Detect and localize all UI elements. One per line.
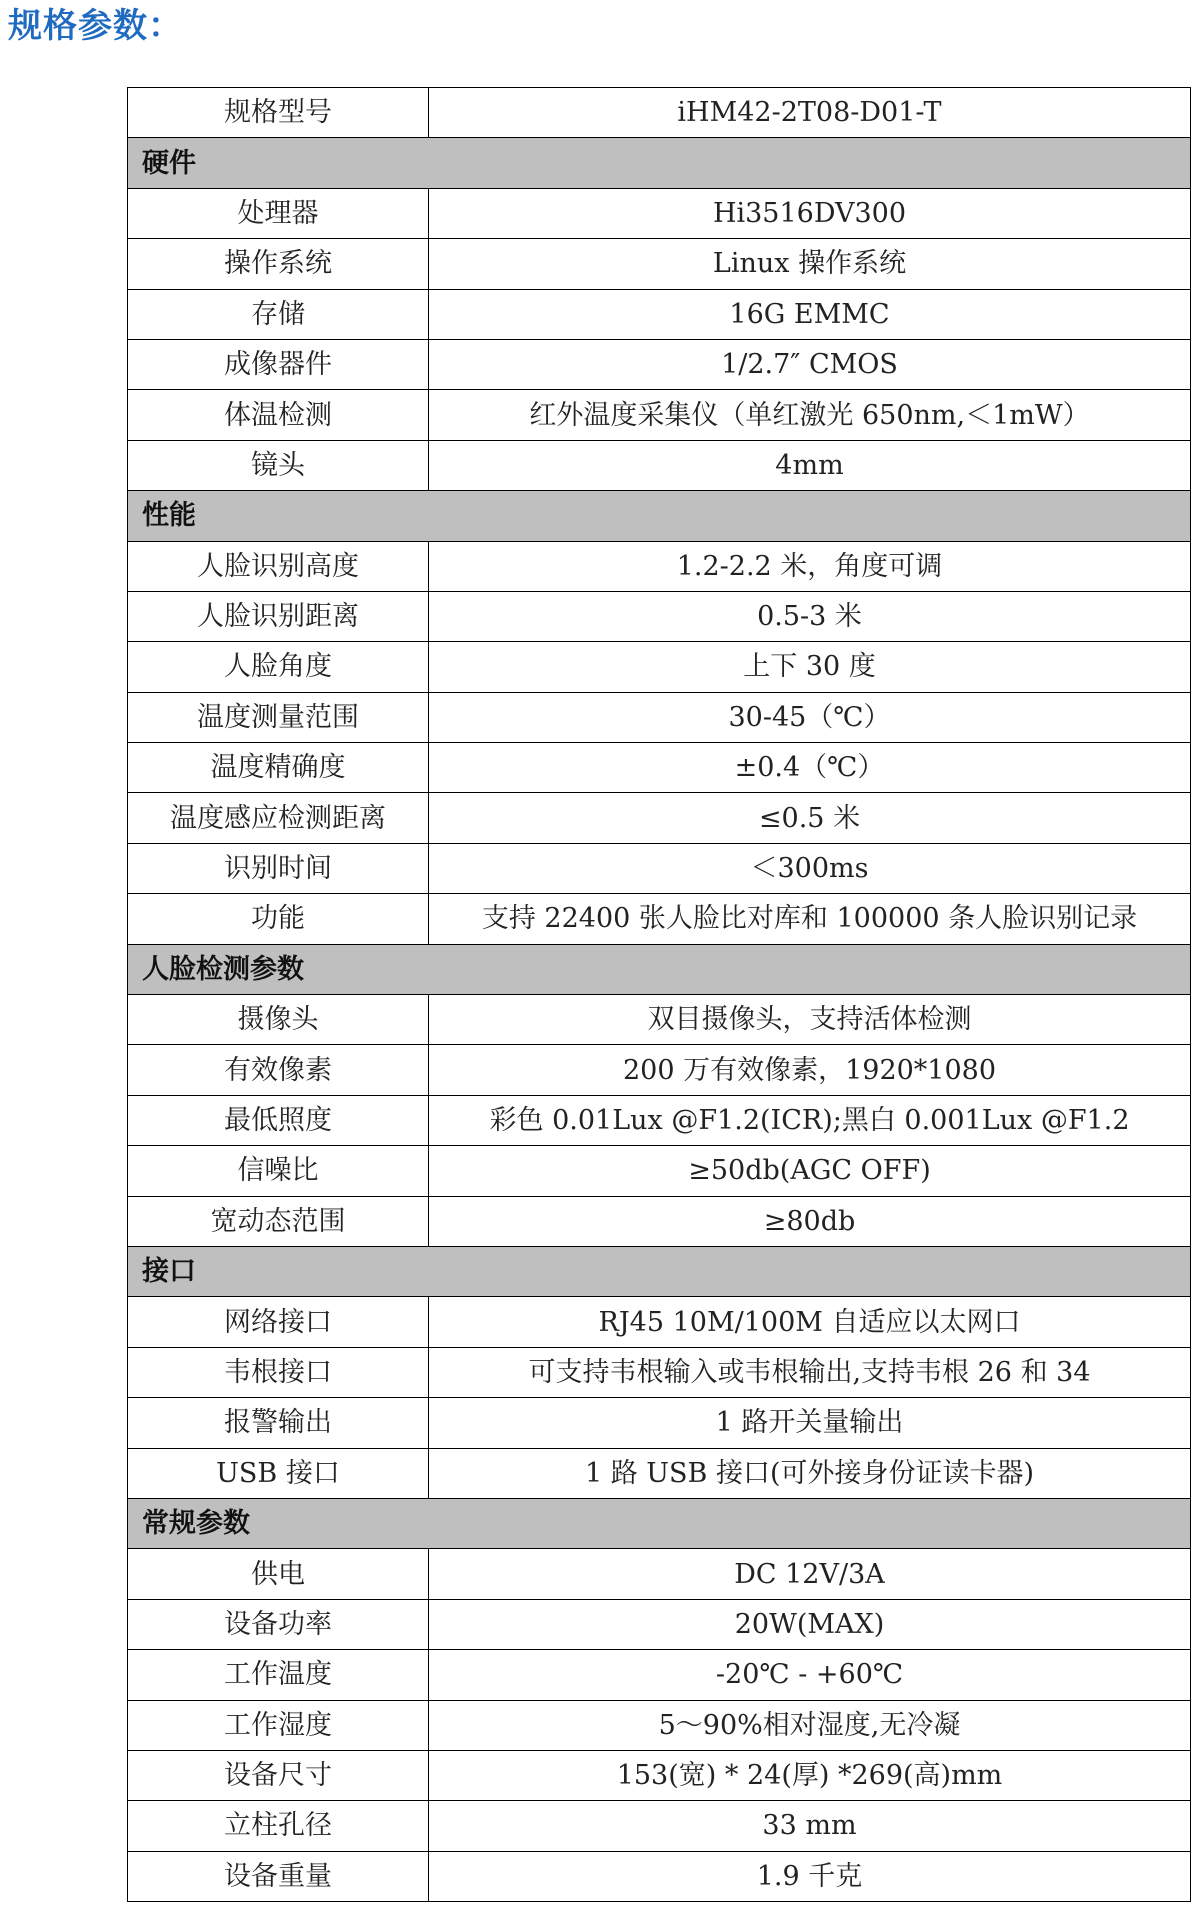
section-title: 硬件 bbox=[128, 138, 1191, 188]
spec-value: 200 万有效像素，1920*1080 bbox=[429, 1045, 1191, 1095]
spec-key: 最低照度 bbox=[128, 1095, 429, 1145]
spec-key: 人脸识别高度 bbox=[128, 541, 429, 591]
spec-row bbox=[128, 894, 1191, 944]
spec-row bbox=[128, 995, 1191, 1045]
spec-key: 操作系统 bbox=[128, 239, 429, 289]
spec-value: Hi3516DV300 bbox=[429, 188, 1191, 238]
model-value: iHM42-2T08-D01-T bbox=[429, 88, 1191, 138]
spec-key: 温度精确度 bbox=[128, 743, 429, 793]
spec-row bbox=[128, 743, 1191, 793]
spec-row bbox=[128, 339, 1191, 389]
spec-key: 网络接口 bbox=[128, 1297, 429, 1347]
spec-key: USB 接口 bbox=[128, 1448, 429, 1498]
spec-row bbox=[128, 843, 1191, 893]
spec-key: 人脸识别距离 bbox=[128, 591, 429, 641]
spec-row bbox=[128, 1347, 1191, 1397]
spec-key: 设备重量 bbox=[128, 1851, 429, 1901]
section-title: 性能 bbox=[128, 491, 1191, 541]
section-header-row bbox=[128, 491, 1191, 541]
spec-value: 可支持韦根输入或韦根输出,支持韦根 26 和 34 bbox=[429, 1347, 1191, 1397]
spec-value: RJ45 10M/100M 自适应以太网口 bbox=[429, 1297, 1191, 1347]
spec-row bbox=[128, 642, 1191, 692]
spec-key: 成像器件 bbox=[128, 339, 429, 389]
spec-value: 20W(MAX) bbox=[429, 1599, 1191, 1649]
spec-row bbox=[128, 1297, 1191, 1347]
section-title: 接口 bbox=[128, 1246, 1191, 1296]
spec-value: ≥80db bbox=[429, 1196, 1191, 1246]
spec-row bbox=[128, 289, 1191, 339]
spec-row bbox=[128, 793, 1191, 843]
spec-row bbox=[128, 541, 1191, 591]
spec-row bbox=[128, 1700, 1191, 1750]
spec-row bbox=[128, 692, 1191, 742]
section-header-row bbox=[128, 1498, 1191, 1548]
spec-row bbox=[128, 1045, 1191, 1095]
section-header-row bbox=[128, 138, 1191, 188]
spec-key: 摄像头 bbox=[128, 995, 429, 1045]
spec-key: 立柱孔径 bbox=[128, 1801, 429, 1851]
spec-key: 韦根接口 bbox=[128, 1347, 429, 1397]
spec-row bbox=[128, 1095, 1191, 1145]
spec-key: 镜头 bbox=[128, 440, 429, 490]
spec-row bbox=[128, 188, 1191, 238]
spec-key: 宽动态范围 bbox=[128, 1196, 429, 1246]
spec-key: 处理器 bbox=[128, 188, 429, 238]
spec-row bbox=[128, 1398, 1191, 1448]
spec-row bbox=[128, 1448, 1191, 1498]
spec-value: 153(宽) * 24(厚) *269(高)mm bbox=[429, 1750, 1191, 1800]
spec-key: 人脸角度 bbox=[128, 642, 429, 692]
spec-key: 供电 bbox=[128, 1549, 429, 1599]
spec-row bbox=[128, 1650, 1191, 1700]
spec-row bbox=[128, 390, 1191, 440]
spec-value: ＜300ms bbox=[429, 843, 1191, 893]
spec-value: 1 路开关量输出 bbox=[429, 1398, 1191, 1448]
spec-value: 1.9 千克 bbox=[429, 1851, 1191, 1901]
spec-value: 16G EMMC bbox=[429, 289, 1191, 339]
spec-key: 设备功率 bbox=[128, 1599, 429, 1649]
spec-row bbox=[128, 1851, 1191, 1901]
spec-key: 有效像素 bbox=[128, 1045, 429, 1095]
spec-row bbox=[128, 1750, 1191, 1800]
spec-key: 体温检测 bbox=[128, 390, 429, 440]
spec-row bbox=[128, 591, 1191, 641]
spec-row bbox=[128, 1196, 1191, 1246]
spec-table bbox=[127, 87, 1191, 1902]
page-title: 规格参数： bbox=[8, 6, 183, 46]
spec-value: Linux 操作系统 bbox=[429, 239, 1191, 289]
spec-key: 信噪比 bbox=[128, 1146, 429, 1196]
spec-value: 30-45（℃） bbox=[429, 692, 1191, 742]
spec-row bbox=[128, 1801, 1191, 1851]
spec-value: 5～90%相对湿度,无冷凝 bbox=[429, 1700, 1191, 1750]
spec-row bbox=[128, 1599, 1191, 1649]
spec-value: 1 路 USB 接口(可外接身份证读卡器) bbox=[429, 1448, 1191, 1498]
spec-value: 33 mm bbox=[429, 1801, 1191, 1851]
spec-key: 工作湿度 bbox=[128, 1700, 429, 1750]
spec-value: 红外温度采集仪（单红激光 650nm,＜1mW） bbox=[429, 390, 1191, 440]
spec-value: ≤0.5 米 bbox=[429, 793, 1191, 843]
spec-row bbox=[128, 239, 1191, 289]
spec-row bbox=[128, 440, 1191, 490]
spec-value: 上下 30 度 bbox=[429, 642, 1191, 692]
spec-row bbox=[128, 1549, 1191, 1599]
section-title: 常规参数 bbox=[128, 1498, 1191, 1548]
spec-key: 报警输出 bbox=[128, 1398, 429, 1448]
section-header-row bbox=[128, 944, 1191, 994]
model-row bbox=[128, 88, 1191, 138]
model-label: 规格型号 bbox=[128, 88, 429, 138]
spec-value: DC 12V/3A bbox=[429, 1549, 1191, 1599]
spec-key: 存储 bbox=[128, 289, 429, 339]
spec-key: 设备尺寸 bbox=[128, 1750, 429, 1800]
spec-value: 1/2.7″ CMOS bbox=[429, 339, 1191, 389]
spec-value: ≥50db(AGC OFF) bbox=[429, 1146, 1191, 1196]
spec-key: 识别时间 bbox=[128, 843, 429, 893]
spec-key: 功能 bbox=[128, 894, 429, 944]
spec-value: -20℃ - +60℃ bbox=[429, 1650, 1191, 1700]
spec-value: 支持 22400 张人脸比对库和 100000 条人脸识别记录 bbox=[429, 894, 1191, 944]
spec-value: 彩色 0.01Lux @F1.2(ICR);黑白 0.001Lux @F1.2 bbox=[429, 1095, 1191, 1145]
spec-key: 工作温度 bbox=[128, 1650, 429, 1700]
section-title: 人脸检测参数 bbox=[128, 944, 1191, 994]
spec-key: 温度测量范围 bbox=[128, 692, 429, 742]
spec-table-body bbox=[128, 88, 1191, 1902]
spec-key: 温度感应检测距离 bbox=[128, 793, 429, 843]
spec-value: 0.5-3 米 bbox=[429, 591, 1191, 641]
spec-value: ±0.4（℃） bbox=[429, 743, 1191, 793]
spec-row bbox=[128, 1146, 1191, 1196]
spec-value: 双目摄像头，支持活体检测 bbox=[429, 995, 1191, 1045]
spec-value: 4mm bbox=[429, 440, 1191, 490]
spec-value: 1.2-2.2 米，角度可调 bbox=[429, 541, 1191, 591]
section-header-row bbox=[128, 1246, 1191, 1296]
